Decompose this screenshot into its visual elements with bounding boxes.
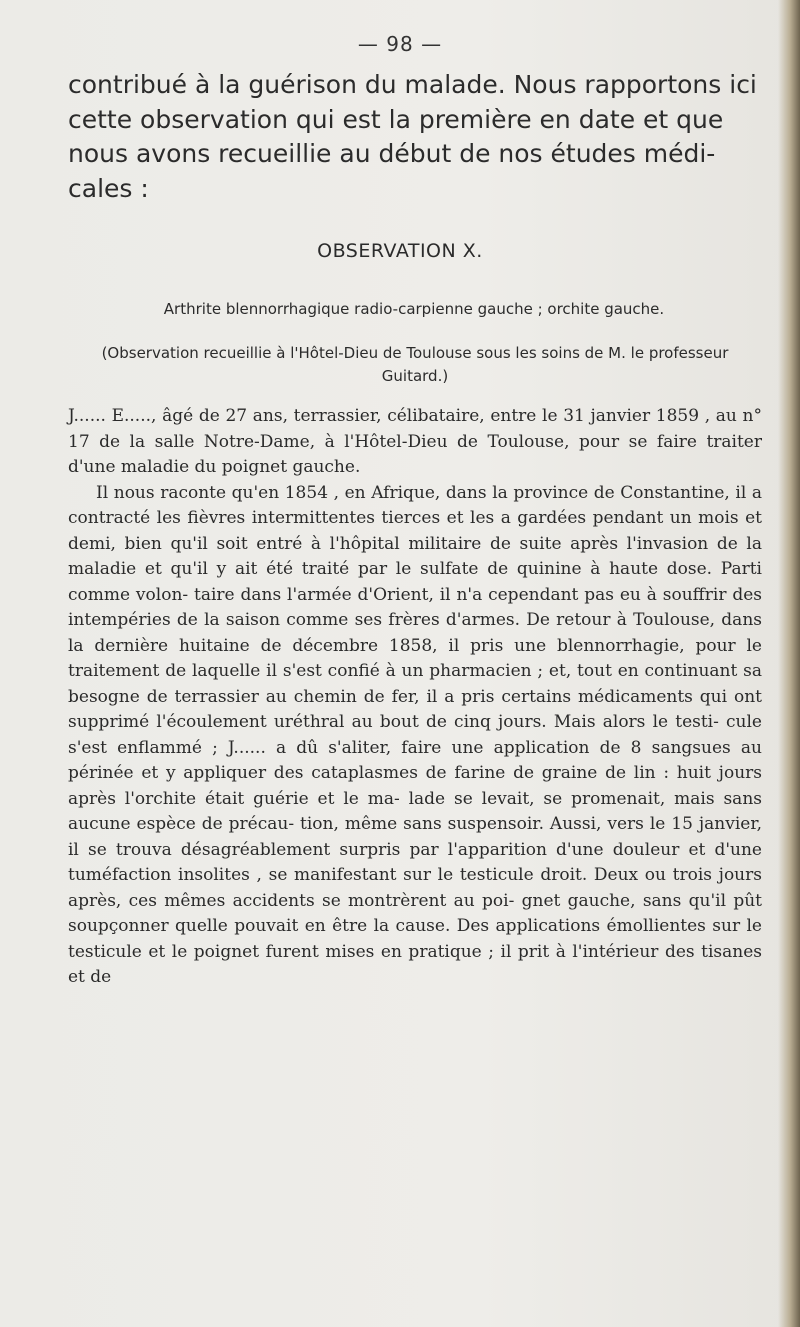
body-paragraph: Il nous raconte qu'en 1854 , en Afrique, dans la province de Constantine, il a contracté les fièvres intermittentes tierces et les a gardées pendant un mois et demi, bien qu'il soit entré à l'hôpital militaire de suite après l'invasion de la maladie et qu'il y ait été traité par le sulfate de quinine à haute dose. Parti comme volon- taire dans l'armée d'Orient, il n'a cependant pas eu à souffrir des intempéries de la saison comme ses frères d'armes. De retour à Toulouse, dans la dernière huitaine de décembre 1858, il pris une blennorrhagie, pour le traitement de laquelle il s'est confié à un pharmacien ; et, tout en continuant sa besogne de terrassier au chemin de fer, il a pris certains médicaments qui ont supprimé l'écoulement uréthral au bout de cinq jours. Mais alors le testi- cule s'est enflammé ; J...... a dû s'aliter, faire une application de 8 sangsues au périnée et y appliquer des cataplasmes de farine de graine de lin : huit jours après l'orchite était guérie et le ma- lade se levait, se promenait, mais sans aucune espèce de précau- tion, même sans suspensoir. Aussi, vers le 15 janvier, il se trouva désagréablement surpris par l'apparition d'une douleur et d'une tuméfaction insolites , se manifestant sur le testicule droit. Deux ou trois jours après, ces mêmes accidents se montrèrent au poi- gnet gauche, sans qu'il pût soupçonner quelle pouvait en être la cause. Des applications émollientes sur le testicule et le poignet furent mises en pratique ; il prit à l'intérieur des tisanes et de [68,482,762,987]
page-number: — 98 — [357,32,443,56]
observation-source: (Observation recueillie à l'Hôtel-Dieu de Toulouse sous les soins de M. le professeur Guitard.) [101,344,729,385]
observation-heading: OBSERVATION X. [317,240,483,262]
observation-subtitle: Arthrite blennorrhagique radio-carpienne gauche ; orchite gauche. [163,300,665,318]
body-paragraph: J...... E....., âgé de 27 ans, terrassier, célibataire, entre le 31 janvier 1859 , au n° 17 de la salle Notre-Dame, à l'Hôtel-Dieu de Toulouse, pour se faire traiter d'une maladie du poignet gauche. [68,406,762,477]
intro-paragraph: contribué à la guérison du malade. Nous rapportons ici cette observation qui est la première en date et que nous avons recueillie au début de nos études médi- cales : [68,70,757,203]
page-edge-shadow [778,0,800,1327]
observation-body [68,404,762,991]
